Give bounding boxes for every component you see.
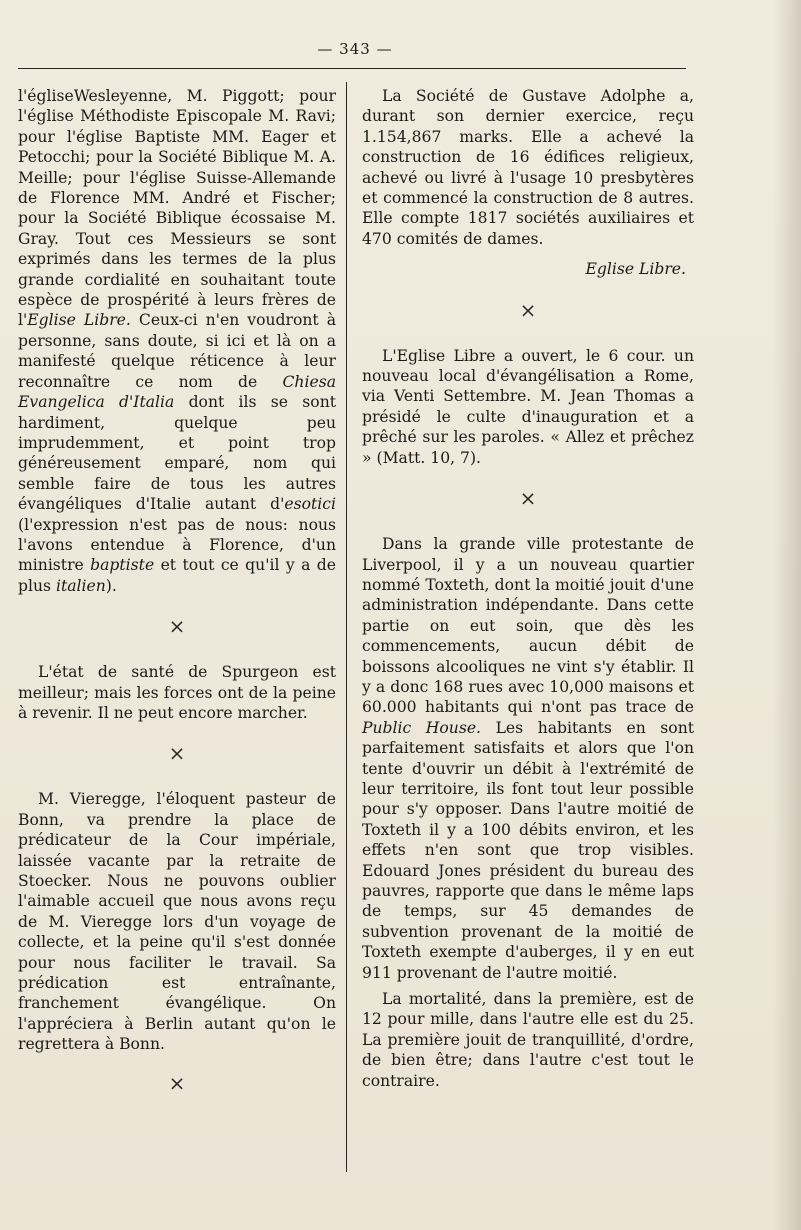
- header-rule: [18, 68, 686, 69]
- right-paragraph-2: L'Eglise Libre a ouvert, le 6 cour. un nouveau local d'évangélisation a Rome, via Venti Settembre. M. Jean Thomas a présidé le culte d'inauguration et a prêché sur les paroles. « Allez et prêchez » (Matt. 10, 7).: [362, 346, 694, 467]
- column-divider: [346, 82, 347, 1172]
- italic-run: esotici: [284, 495, 336, 514]
- text-run: Les habitants en sont parfaitement satisfaits et alors que l'on tente d'ouvrir un débit à l'extrémité de leur territoire, ils font tout leur possible pour s'y opposer. Dans l'autre moitié de Toxteth il y a 100 débits environ, et les effets n'en sont que trop visibles. Edouard Jones président du bureau des pauvres, rapporte que dans le même laps de temps, sur 45 demandes de subvention provenant de la moitié de Toxteth exempte d'auberges, il y en eut 911 provenant de l'autre moitié.: [362, 718, 694, 982]
- page-edge-shadow: [773, 0, 801, 1230]
- text-run: (l'expression n'est pas de nous: nous l'avons entendue à Florence, d'un ministre: [18, 515, 336, 575]
- right-column: [362, 86, 694, 1091]
- right-paragraph-4: La mortalité, dans la première, est de 12 pour mille, dans l'autre elle est du 25. La première jouit de tranquillité, d'ordre, de bien être; dans l'autre c'est tout le contraire.: [362, 990, 694, 1090]
- text-run: et tout ce qu'il y a de plus: [18, 556, 336, 595]
- separator-cross: ×: [168, 614, 186, 639]
- italic-run: Chiesa Evangelica d'Italia: [18, 372, 336, 412]
- right-paragraph-1: La Société de Gustave Adolphe a, durant son dernier exercice, reçu 1.154,867 marks. Elle a achevé la construction de 16 édifices religieux, achevé ou livré à l'usage 10 presbytères et commencé la construction de 8 autres. Elle compte 1817 sociétés auxiliaires et 470 comités de dames.: [362, 87, 694, 248]
- signature-eglise-libre: Eglise Libre.: [585, 260, 686, 279]
- italic-run: Public House.: [362, 718, 482, 737]
- italic-run: italien: [55, 576, 106, 595]
- italic-run: baptiste: [90, 556, 155, 575]
- separator-cross: ×: [519, 486, 537, 511]
- text-run: l'égliseWesleyenne, M. Piggott; pour l'église Méthodiste Episcopale M. Ravi; pour l'église Baptiste MM. Eager et Petocchi; pour la Société Biblique M. A. Meille; pour l'église Suisse-Allemande de Florence MM. André et Fischer; pour la Société Biblique écossaise M. Gray. Tout ces Messieurs se sont exprimés dans les termes de la plus grande cordialité en souhaitant toute espèce de prospérité à leurs frères de l': [18, 87, 336, 330]
- separator-cross: ×: [168, 741, 186, 766]
- text-run: dont ils se sont hardiment, quelque peu imprudemment, et point trop généreusement emparé, nom qui semble faire de tous les autres évangéliques d'Italie autant d': [18, 393, 336, 514]
- left-paragraph-2: L'état de santé de Spurgeon est meilleur; mais les forces ont de la peine à revenir. Il ne peut encore marcher.: [18, 663, 336, 722]
- italic-run: Eglise Libre.: [27, 311, 131, 330]
- text-run: Ceux-ci n'en voudront à personne, sans doute, si ici et là on a manifesté quelque réticence à leur reconnaître ce nom de: [18, 311, 336, 391]
- text-run: ).: [105, 576, 117, 595]
- separator-cross: ×: [519, 297, 537, 322]
- left-paragraph-1: [18, 86, 336, 596]
- right-paragraph-3: [362, 534, 694, 983]
- page-number: — 343 —: [317, 40, 393, 58]
- left-column: [18, 86, 336, 1093]
- text-run: Dans la grande ville protestante de Liverpool, il y a un nouveau quartier nommé Toxteth, dont la moitié jouit d'une administration indépendante. Dans cette partie on eut soin, que dès les commencements, aucun débit de boissons alcooliques ne vint s'y établir. Il y a donc 168 rues avec 10,000 maisons et 60.000 habitants qui n'ont pas trace de: [362, 535, 694, 717]
- left-paragraph-3: M. Vieregge, l'éloquent pasteur de Bonn, va prendre la place de prédicateur de la Cour impériale, laissée vacante par la retraite de Stoecker. Nous ne pouvons oublier l'aimable accueil que nous avons reçu de M. Vieregge lors d'un voyage de collecte, et la peine qu'il s'est donnée pour nous faciliter le travail. Sa prédication est entraînante, franchement évangélique. On l'appréciera à Berlin autant qu'on le regrettera à Bonn.: [18, 790, 336, 1054]
- separator-cross: ×: [168, 1070, 186, 1095]
